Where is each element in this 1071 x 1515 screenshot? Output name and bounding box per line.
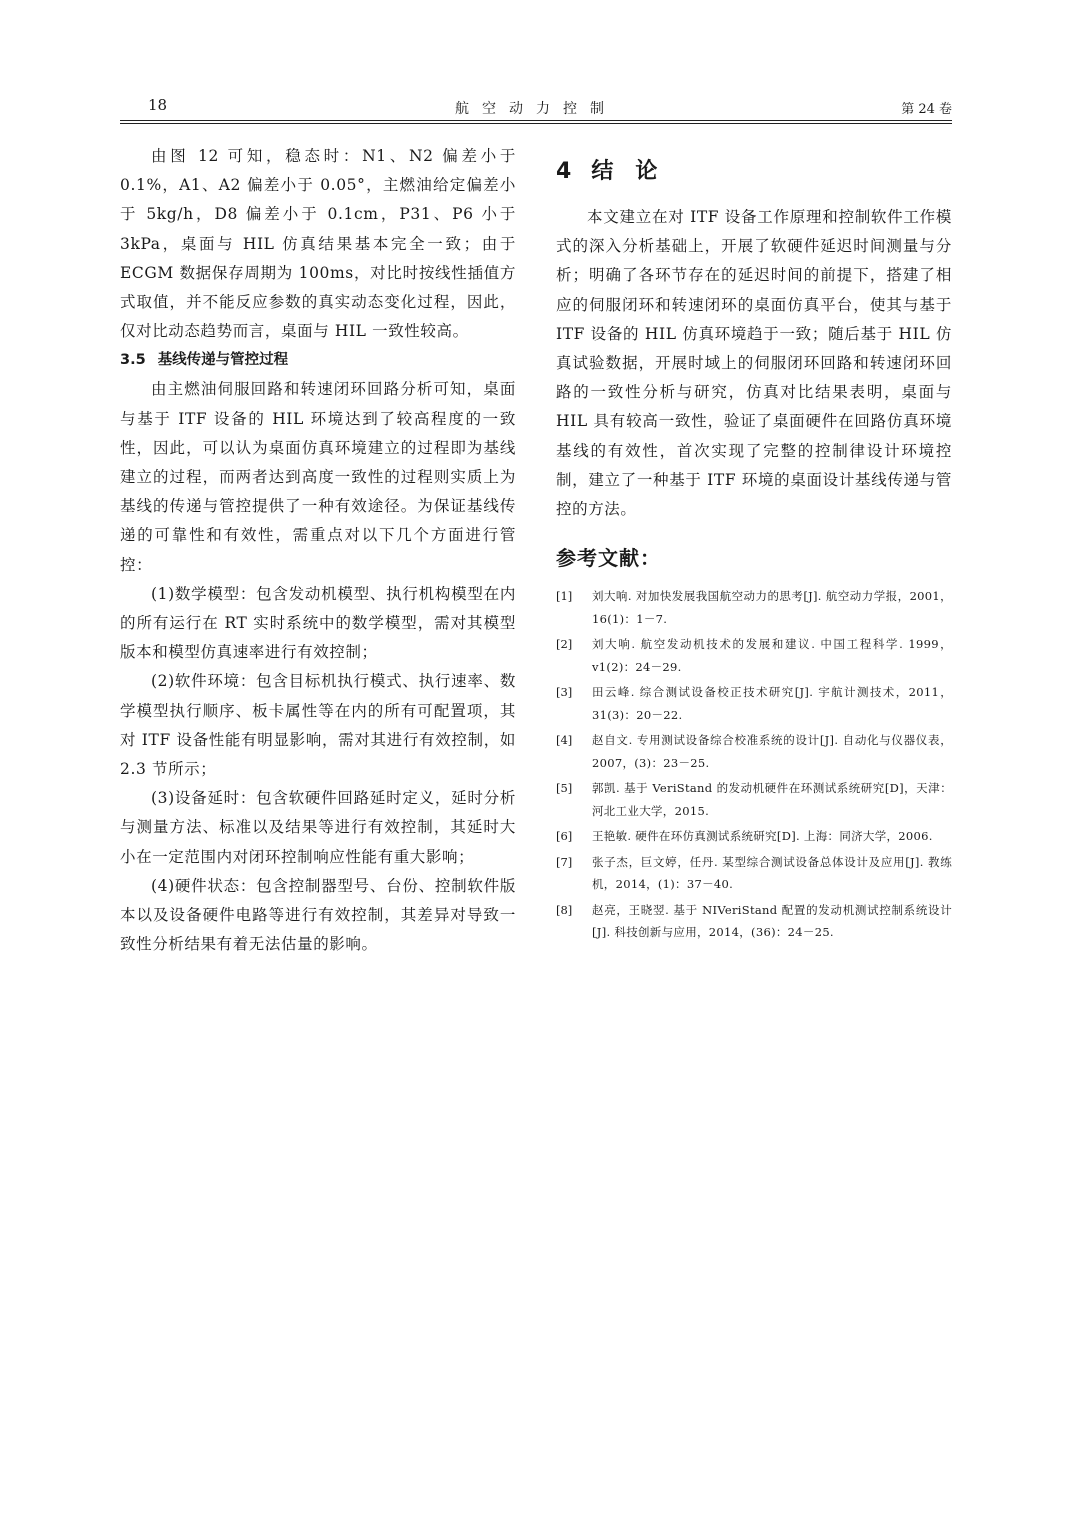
subsection-heading [120, 346, 516, 375]
list-item-software-env: (2)软件环境：包含目标机执行模式、执行速率、数学模型执行顺序、板卡属性等在内的所有可配置项，其对 ITF 设备性能有明显影响，需对其进行有效控制，如 2.3 节所示； [120, 672, 516, 779]
reference-number: [5] [556, 781, 573, 796]
reference-number: [4] [556, 733, 573, 748]
reference-number: [3] [556, 685, 573, 700]
references-title: 参考文献： [556, 546, 661, 571]
reference-number: [8] [556, 902, 573, 917]
reference-text: 田云峰. 综合测试设备校正技术研究[J]. 宇航计测技术，2011，31(3)：20－22. [592, 685, 952, 722]
header-rule-top [120, 120, 952, 121]
page-header [120, 96, 952, 120]
reference-text: 郭凯. 基于 VeriStand 的发动机硬件在环测试系统研究[D]，天津：河北工业大学，2015. [592, 781, 952, 818]
reference-text: 赵自文. 专用测试设备综合校准系统的设计[J]. 自动化与仪器仪表，2007，(3)：23－25. [592, 733, 952, 770]
paragraph-conclusion: 本文建立在对 ITF 设备工作原理和控制软件工作模式的深入分析基础上，开展了软硬件延迟时间测量与分析；明确了各环节存在的延迟时间的前提下，搭建了相应的伺服闭环和转速闭环的桌面仿真平台，使其与基于 ITF 设备的 HIL 仿真环境趋于一致；随后基于 HIL 仿真试验数据，开展时域上的伺服闭环回路和转速闭环回路的一致性分析与研究，仿真对比结果表明，桌面与 HIL 具有较高一致性，验证了桌面硬件在回路仿真环境基线的有效性，首次实现了完整的控制律设计环境控制，建立了一种基于 ITF 环境的桌面设计基线传递与管控的方法。 [556, 208, 952, 519]
reference-item [556, 851, 952, 896]
reference-item [556, 585, 952, 630]
reference-list [556, 585, 952, 944]
list-item-device-delay: (3)设备延时：包含软硬件回路延时定义，延时分析与测量方法、标准以及结果等进行有效控制，其延时大小在一定范围内对闭环控制响应性能有重大影响； [120, 789, 516, 866]
reference-item [556, 633, 952, 678]
reference-item [556, 825, 952, 848]
section-number: 4 [556, 159, 572, 184]
reference-text: 刘大响. 对加快发展我国航空动力的思考[J]. 航空动力学报，2001，16(1)：1－7. [592, 589, 952, 626]
reference-text: 张子杰，巨文婷，任丹. 某型综合测试设备总体设计及应用[J]. 教练机，2014，(1)：37－40. [592, 854, 952, 892]
header-rule-bottom [120, 123, 952, 124]
reference-number: [7] [556, 854, 573, 869]
reference-text: 王艳敏. 硬件在环仿真测试系统研究[D]. 上海：同济大学，2006. [592, 829, 933, 844]
paragraph-steady-state: 由图 12 可知，稳态时：N1、N2 偏差小于 0.1%，A1、A2 偏差小于 0.05°，主燃油给定偏差小于 5kg/h，D8 偏差小于 0.1cm，P31、P6 小于 3kPa，桌面与 HIL 仿真结果基本完全一致；由于 ECGM 数据保存周期为 100ms，对比时按线性插值方式取值，并不能反应参数的真实动态变化过程，因此，仅对比动态趋势而言，桌面与 HIL 一致性较高。 [120, 147, 516, 341]
reference-item [556, 777, 952, 822]
paragraph-baseline: 由主燃油伺服回路和转速闭环回路分析可知，桌面与基于 ITF 设备的 HIL 环境达到了较高程度的一致性，因此，可以认为桌面仿真环境建立的过程即为基线建立的过程，而两者达到高度一致性的过程则实质上为基线的传递与管控提供了一种有效途径。为保证基线传递的可靠性和有效性，需重点对以下几个方面进行管控： [120, 380, 516, 574]
reference-text: 赵亮，王晓翌. 基于 NIVeriStand 配置的发动机测试控制系统设计[J]. 科技创新与应用，2014，(36)：24－25. [592, 902, 952, 940]
reference-number: [6] [556, 829, 573, 844]
section-heading [556, 154, 952, 185]
journal-title: 航空动力控制 [455, 101, 617, 117]
subsection-number: 3.5 [120, 352, 146, 369]
reference-item [556, 899, 952, 944]
list-item-hardware-state: (4)硬件状态：包含控制器型号、台份、控制软件版本以及设备硬件电路等进行有效控制，其差异对导致一致性分析结果有着无法估量的影响。 [120, 876, 516, 954]
reference-text: 刘大响. 航空发动机技术的发展和建议. 中国工程科学. 1999，v1(2)：24－29. [592, 637, 952, 674]
volume-label: 第 24 卷 [901, 102, 952, 117]
reference-number: [2] [556, 637, 573, 652]
reference-item [556, 681, 952, 726]
list-item-math-model: (1)数学模型：包含发动机模型、执行机构模型在内的所有运行在 RT 实时系统中的数学模型，需对其模型版本和模型仿真速率进行有效控制； [120, 584, 516, 662]
subsection-title: 基线传递与管控过程 [157, 352, 289, 369]
page-number: 18 [148, 96, 168, 114]
section-title: 结 论 [591, 159, 658, 184]
reference-number: [1] [556, 589, 573, 604]
reference-item [556, 729, 952, 774]
right-column [556, 142, 952, 947]
left-column [120, 142, 516, 959]
